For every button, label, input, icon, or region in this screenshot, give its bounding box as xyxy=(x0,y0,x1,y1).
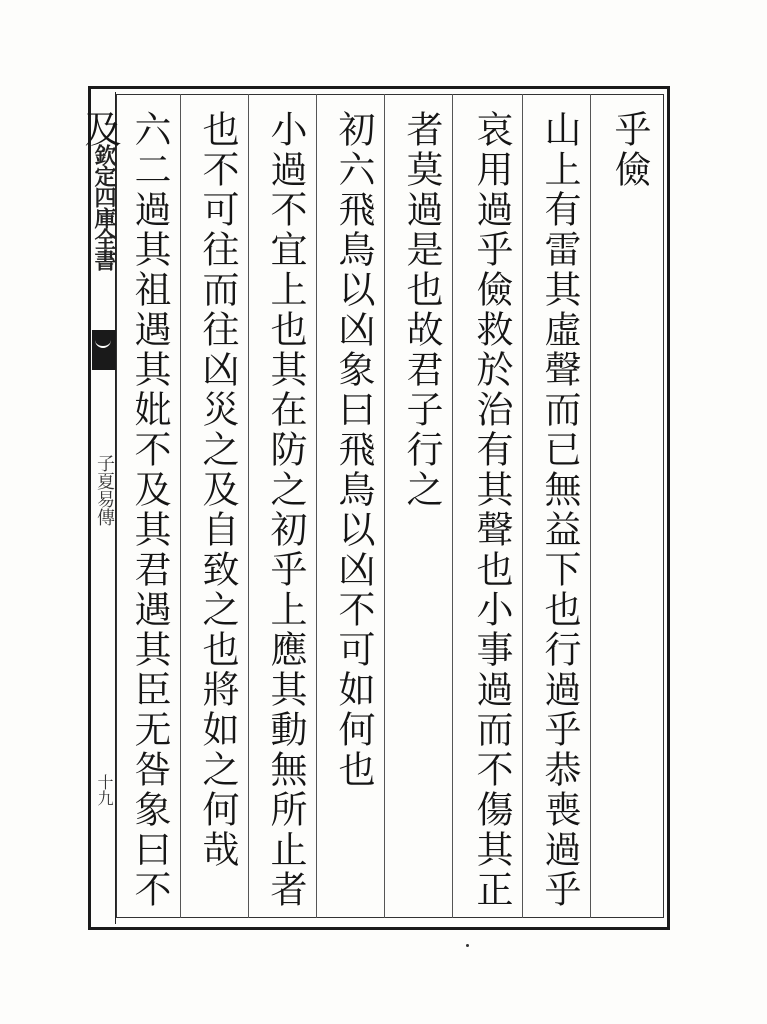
text-column-4: 者莫過是也故君子行之 xyxy=(400,110,443,510)
collection-title: 欽定四庫全書 xyxy=(91,144,117,270)
text-column-5: 初六飛鳥以凶象曰飛鳥以凶不可如何也 xyxy=(332,110,375,790)
column-rule xyxy=(452,94,453,918)
text-column-1: 乎儉 xyxy=(608,110,651,190)
column-rule xyxy=(384,94,385,918)
column-rule xyxy=(316,94,317,918)
text-column-7: 也不可往而往凶災之及自致之也將如之何哉 xyxy=(196,110,239,870)
column-rule xyxy=(180,94,181,918)
book-title: 子夏易傳 xyxy=(94,454,115,526)
text-column-2: 山上有雷其虛聲而已無益下也行過乎恭喪過乎 xyxy=(538,110,581,910)
text-column-3: 哀用過乎儉救於治有其聲也小事過而不傷其正 xyxy=(470,110,513,910)
column-rule xyxy=(590,94,591,918)
fishtail-mark-icon xyxy=(92,330,116,370)
page-number: 十九 xyxy=(95,774,114,806)
column-rule xyxy=(522,94,523,918)
text-column-6: 小過不宜上也其在防之初乎上應其動無所止者 xyxy=(264,110,307,910)
text-column-8: 六二過其祖遇其妣不及其君遇其臣无咎象曰不及 xyxy=(78,110,171,910)
ink-speck xyxy=(466,944,469,947)
column-rule xyxy=(248,94,249,918)
